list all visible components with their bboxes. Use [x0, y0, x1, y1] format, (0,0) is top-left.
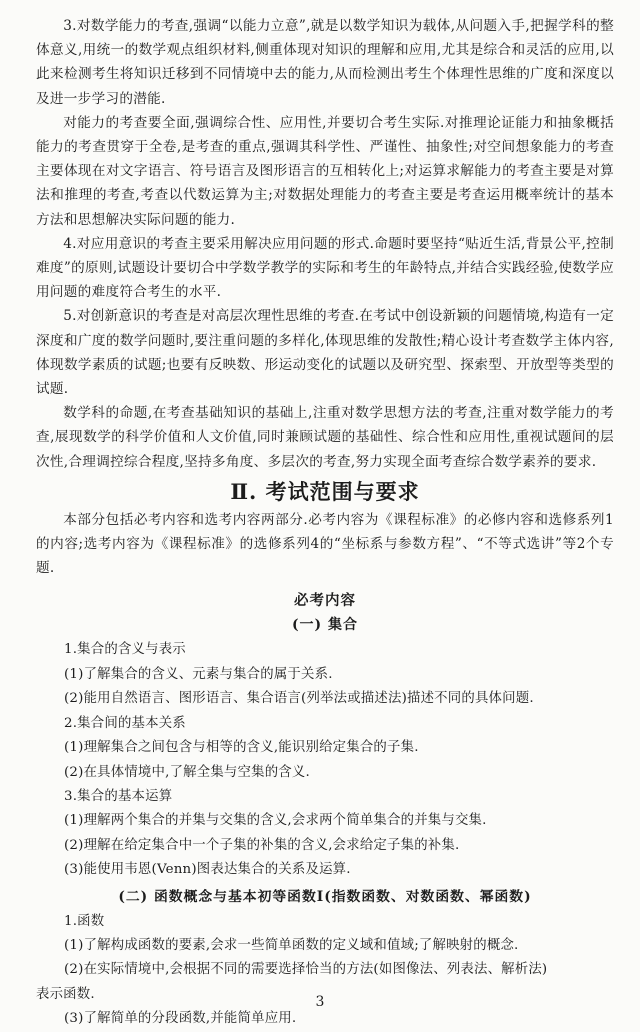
topic-title: 1.集合的含义与表示	[64, 642, 186, 658]
section-intro: 本部分包括必考内容和选考内容两部分.必考内容为《课程标准》的必修内容和选修系列1的内容;选考内容为《课程标准》的选修系列4的“坐标系与参数方程”、“不等式选讲”等2个专题.	[36, 511, 614, 577]
function-chapter-heading: (二) 函数概念与基本初等函数Ⅰ(指数函数、对数函数、幂函数)	[118, 888, 532, 905]
topic-item: (1)了解集合的含义、元素与集合的属于关系.	[64, 666, 333, 682]
topic-item: (1)理解两个集合的并集与交集的含义,会求两个简单集合的并集与交集.	[64, 813, 487, 829]
page-number: 3	[315, 994, 325, 1010]
paragraph-application-awareness: 4.对应用意识的考查主要采用解决应用问题的形式.命题时要坚持“贴近生活,背景公平,控制难度”的原则,试题设计要切合中学数学教学的实际和考生的年龄特点,并结合实践经验,使数学应用问题的难度符合考生的水平.	[36, 235, 614, 301]
topic-item: (2)在具体情境中,了解全集与空集的含义.	[64, 764, 310, 780]
paragraph-innovation-awareness: 5.对创新意识的考查是对高层次理性思维的考查.在考试中创设新颖的问题情境,构造有一定深度和广度的数学问题时,要注重问题的多样化,体现思维的发散性;精心设计考查数学主体内容,体现数学素质的试题;也要有反映数、形运动变化的试题以及研究型、探索型、开放型等类型的试题.	[36, 308, 614, 398]
topic-item: (1)理解集合之间包含与相等的含义,能识别给定集合的子集.	[64, 740, 419, 756]
topic-item: (2)在实际情境中,会根据不同的需要选择恰当的方法(如图像法、列表法、解析法)	[64, 962, 548, 978]
paragraph-math-proposition: 数学科的命题,在考查基础知识的基础上,注重对数学思想方法的考查,注重对数学能力的考查,展现数学的科学价值和人文价值,同时兼顾试题的基础性、综合性和应用性,重视试题间的层次性,合理调控综合程度,坚持多角度、多层次的考查,努力实现全面考查综合数学素养的要求.	[36, 405, 614, 470]
paragraph-math-ability: 3.对数学能力的考查,强调“以能力立意”,就是以数学知识为载体,从问题入手,把握学科的整体意义,用统一的数学观点组织材料,侧重体现对知识的理解和应用,尤其是综合和灵活的应用,以此来检测考生将知识迁移到不同情境中去的能力,从而检测出考生个体理性思维的广度和深度以及进一步学习的潜能.	[36, 18, 614, 107]
set-chapter-heading: (一) 集合	[291, 617, 359, 634]
topic-item: (1)了解构成函数的要素,会求一些简单函数的定义域和值域;了解映射的概念.	[64, 937, 519, 953]
topic-item: (2)能用自然语言、图形语言、集合语言(列举法或描述法)描述不同的具体问题.	[64, 691, 534, 707]
topic-item-continuation: 表示函数.	[36, 986, 95, 1002]
section-title: Ⅱ. 考试范围与要求	[230, 478, 420, 504]
required-content-heading: 必考内容	[294, 592, 356, 610]
topic-item: (2)理解在给定集合中一个子集的补集的含义,会求给定子集的补集.	[64, 837, 460, 853]
topic-item: (3)了解简单的分段函数,并能简单应用.	[64, 1011, 297, 1027]
paragraph-ability-comprehensive: 对能力的考查要全面,强调综合性、应用性,并要切合考生实际.对推理论证能力和抽象概括能力的考查贯穿于全卷,是考查的重点,强调其科学性、严谨性、抽象性;对空间想象能力的考查主要体现在对文字语言、符号语言及图形语言的互相转化上;对运算求解能力的考查主要是对算法和推理的考查,考查以代数运算为主;对数据处理能力的考查主要是考查运用概率统计的基本方法和思想解决实际问题的能力.	[36, 114, 614, 228]
topic-title: 1.函数	[64, 913, 105, 929]
topic-item: (3)能使用韦恩(Venn)图表达集合的关系及运算.	[64, 862, 351, 878]
document-page	[36, 14, 614, 1032]
topic-title: 3.集合的基本运算	[64, 788, 173, 804]
topic-title: 2.集合间的基本关系	[64, 715, 186, 731]
